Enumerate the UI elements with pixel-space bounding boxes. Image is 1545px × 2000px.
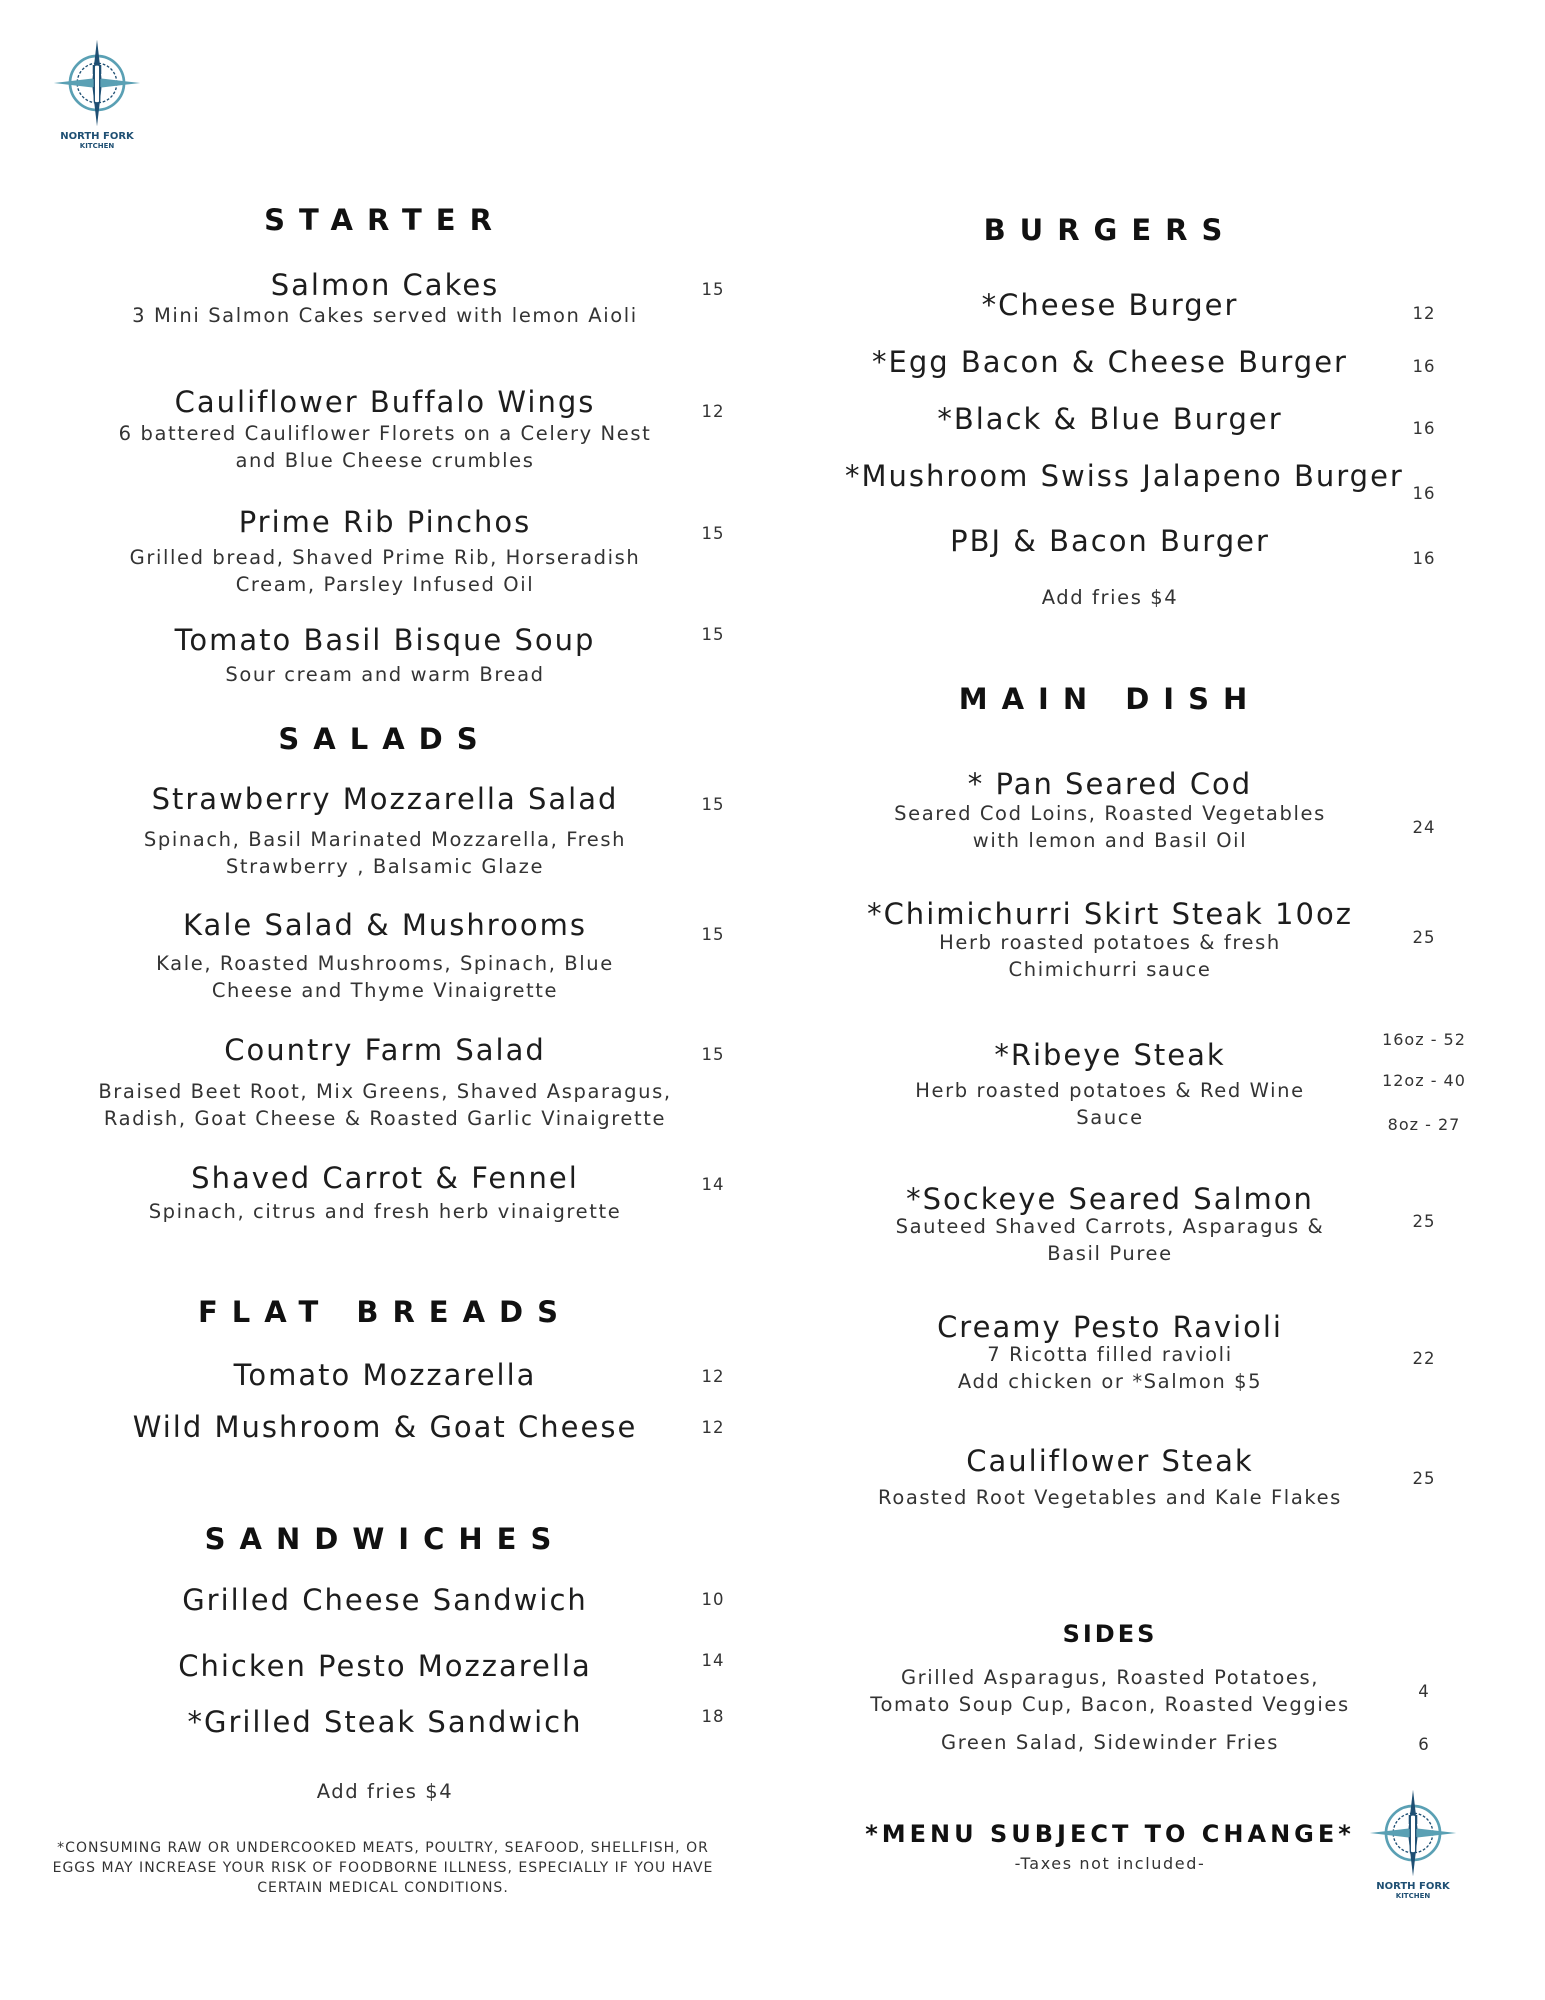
side-item-desc: Green Salad, Sidewinder Fries [941, 1731, 1279, 1754]
menu-item-desc-addon: Add chicken or *Salmon $5 [957, 1370, 1263, 1393]
menu-item-name: Salmon Cakes [270, 268, 500, 302]
menu-item-name: Strawberry Mozzarella Salad [151, 782, 619, 816]
main-heading: MAIN DISH [958, 682, 1262, 716]
menu-item-name: Chicken Pesto Mozzarella [178, 1649, 592, 1683]
disclaimer: *CONSUMING RAW OR UNDERCOOKED MEATS, POULTRY, SEAFOOD, SHELLFISH, OR EGGS MAY INCREASE YOUR RISK OF FOODBORNE ILLNESS, ESPECIALLY IF YOU HAVE CERTAIN MEDICAL CONDITIONS. [52, 1840, 714, 1896]
menu-item-desc: 7 Ricotta filled ravioli [987, 1343, 1233, 1366]
menu-item-desc: Kale, Roasted Mushrooms, Spinach, Blue Cheese and Thyme Vinaigrette [156, 952, 614, 1002]
menu-item-price: 15 [701, 280, 725, 299]
menu-item-name: *Chimichurri Skirt Steak 10oz [867, 897, 1353, 931]
menu-item-desc: Spinach, Basil Marinated Mozzarella, Fresh Strawberry , Balsamic Glaze [143, 828, 627, 878]
menu-item-desc: Herb roasted potatoes & Red Wine Sauce [915, 1079, 1305, 1129]
menu-item-price: 15 [701, 795, 725, 814]
menu-item-name: Prime Rib Pinchos [238, 505, 532, 539]
menu-item-price: 8oz - 27 [1387, 1115, 1461, 1134]
menu-item-name: Creamy Pesto Ravioli [937, 1310, 1283, 1344]
menu-item-price: 14 [701, 1651, 725, 1670]
menu-item-price: 24 [1412, 818, 1436, 837]
menu-item-name: Cauliflower Steak [966, 1444, 1254, 1478]
menu-item-name: Grilled Cheese Sandwich [182, 1583, 588, 1617]
menu-item-name: Tomato Mozzarella [233, 1358, 537, 1392]
taxes-notice: -Taxes not included- [1014, 1854, 1206, 1873]
menu-item-name: *Mushroom Swiss Jalapeno Burger [845, 459, 1404, 493]
flatbreads-heading: FLAT BREADS [197, 1295, 572, 1329]
menu-item-desc: Grilled bread, Shaved Prime Rib, Horseradish Cream, Parsley Infused Oil [129, 546, 641, 596]
brand-sub: KITCHEN [1395, 1891, 1431, 1900]
side-item-price: 4 [1418, 1682, 1430, 1701]
burgers-heading: BURGERS [983, 213, 1237, 247]
menu-item-name: *Ribeye Steak [994, 1038, 1226, 1072]
menu-item-price: 16oz - 52 [1382, 1030, 1466, 1049]
brand-logo-bottom [1368, 1788, 1458, 1908]
menu-item-name: * Pan Seared Cod [967, 767, 1253, 801]
side-item-price: 6 [1418, 1735, 1430, 1754]
sandwiches-heading: SANDWICHES [204, 1522, 566, 1556]
menu-item-name: *Cheese Burger [981, 288, 1239, 322]
menu-item-desc: Roasted Root Vegetables and Kale Flakes [878, 1486, 1342, 1509]
menu-item-price: 16 [1412, 549, 1436, 568]
menu-item-price: 25 [1412, 1469, 1436, 1488]
menu-item-price: 18 [701, 1707, 725, 1726]
menu-item-name: Wild Mushroom & Goat Cheese [132, 1410, 638, 1444]
menu-item-price: 15 [701, 1045, 725, 1064]
menu-item-price: 22 [1412, 1349, 1436, 1368]
menu-item-name: *Grilled Steak Sandwich [187, 1705, 583, 1739]
compass-fork-logo-icon [1368, 1788, 1458, 1878]
menu-change-notice: *MENU SUBJECT TO CHANGE* [865, 1820, 1355, 1848]
menu-item-price: 15 [701, 524, 725, 543]
menu-item-name: Kale Salad & Mushrooms [183, 908, 587, 942]
menu-item-desc: Seared Cod Loins, Roasted Vegetables with lemon and Basil Oil [894, 802, 1326, 852]
sandwiches-addon: Add fries $4 [316, 1780, 454, 1803]
menu-item-price: 15 [701, 925, 725, 944]
menu-item-desc: 3 Mini Salmon Cakes served with lemon Aioli [132, 304, 638, 327]
menu-item-price: 15 [701, 625, 725, 644]
burgers-addon: Add fries $4 [1041, 586, 1179, 609]
menu-item-desc: 6 battered Cauliflower Florets on a Celery Nest and Blue Cheese crumbles [118, 422, 652, 472]
brand-name: NORTH FORK [1376, 1881, 1450, 1892]
menu-item-price: 12 [701, 1418, 725, 1437]
menu-item-desc: Spinach, citrus and fresh herb vinaigrette [148, 1200, 622, 1223]
brand-sub: KITCHEN [79, 141, 115, 150]
menu-item-name: *Black & Blue Burger [937, 402, 1283, 436]
menu-item-price: 12 [1412, 304, 1436, 323]
menu-item-price: 14 [701, 1175, 725, 1194]
menu-item-name: Shaved Carrot & Fennel [191, 1161, 579, 1195]
menu-item-price: 12 [701, 1367, 725, 1386]
menu-item-name: Country Farm Salad [224, 1033, 546, 1067]
menu-item-name: PBJ & Bacon Burger [950, 524, 1270, 558]
side-item-desc: Grilled Asparagus, Roasted Potatoes, Tomato Soup Cup, Bacon, Roasted Veggies [870, 1666, 1350, 1716]
menu-item-price: 12 [701, 402, 725, 421]
menu-item-price: 25 [1412, 1212, 1436, 1231]
menu-item-desc: Braised Beet Root, Mix Greens, Shaved Asparagus, Radish, Goat Cheese & Roasted Garlic Vinaigrette [98, 1080, 672, 1130]
brand-name: NORTH FORK [60, 131, 134, 142]
menu-item-desc: Herb roasted potatoes & fresh Chimichurri sauce [939, 931, 1281, 981]
menu-item-desc: Sauteed Shaved Carrots, Asparagus & Basil Puree [895, 1215, 1325, 1265]
compass-fork-logo-icon [52, 38, 142, 128]
menu-item-name: *Egg Bacon & Cheese Burger [872, 345, 1348, 379]
salads-heading: SALADS [278, 722, 492, 756]
menu-item-name: Cauliflower Buffalo Wings [174, 385, 596, 419]
sides-heading: SIDES [1062, 1620, 1158, 1648]
menu-item-price: 16 [1412, 484, 1436, 503]
menu-item-desc: Sour cream and warm Bread [225, 663, 545, 686]
menu-item-price: 12oz - 40 [1382, 1071, 1466, 1090]
menu-item-price: 25 [1412, 928, 1436, 947]
starter-heading: STARTER [264, 203, 506, 237]
brand-logo-top [52, 38, 142, 158]
menu-item-price: 10 [701, 1590, 725, 1609]
menu-item-price: 16 [1412, 419, 1436, 438]
menu-item-name: Tomato Basil Bisque Soup [174, 623, 596, 657]
menu-item-name: *Sockeye Seared Salmon [906, 1182, 1314, 1216]
menu-item-price: 16 [1412, 357, 1436, 376]
